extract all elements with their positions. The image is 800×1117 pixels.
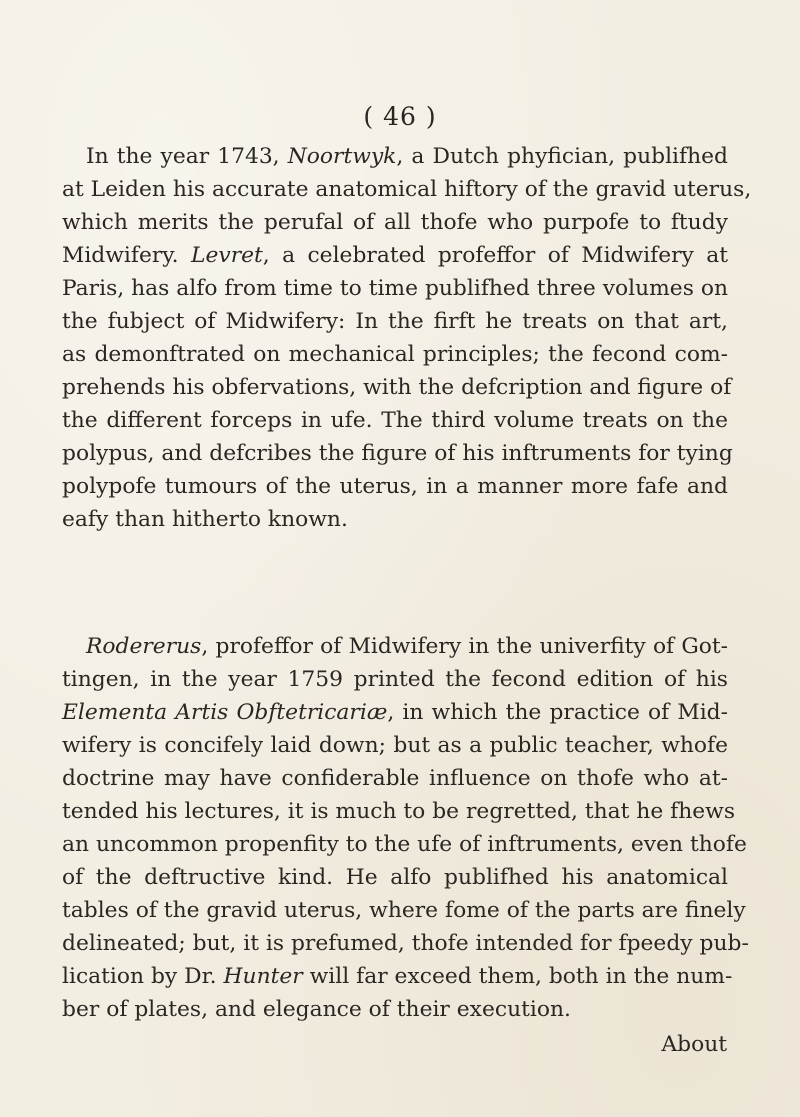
text-line: doctrine may have confiderable influence on thofe who at- xyxy=(62,766,728,791)
text-line: In the year 1743, Noortwyk, a Dutch phyfician, publifhed xyxy=(86,144,728,169)
catchword: About xyxy=(661,1032,727,1057)
text-line-last: ber of plates, and elegance of their execution. xyxy=(62,997,571,1022)
text-line: at Leiden his accurate anatomical hiftory of the gravid uterus, xyxy=(62,177,752,202)
text-line: Paris, has alfo from time to time publifhed three volumes on xyxy=(62,276,728,301)
text-line-last: eafy than hitherto known. xyxy=(62,507,348,532)
text-line: Rodererus, profeffor of Midwifery in the univerfity of Got- xyxy=(86,634,728,659)
page-number: ( 46 ) xyxy=(363,102,437,131)
text-line: wifery is concifely laid down; but as a public teacher, whofe xyxy=(62,733,728,758)
text-line: polypus, and defcribes the figure of his inftruments for tying xyxy=(62,441,733,466)
text-line: of the deftructive kind. He alfo publifhed his anatomical xyxy=(62,865,728,890)
text-line: tended his lectures, it is much to be regretted, that he fhews xyxy=(62,799,736,824)
text-line: Midwifery. Levret, a celebrated profeffor of Midwifery at xyxy=(62,243,728,268)
text-line: an uncommon propenfity to the ufe of inftruments, even thofe xyxy=(62,832,747,857)
text-line: prehends his obfervations, with the defcription and figure of xyxy=(62,375,732,400)
text-line: Elementa Artis Obftetricariæ, in which the practice of Mid- xyxy=(62,700,728,725)
text-line: which merits the perufal of all thofe who purpofe to ftudy xyxy=(62,210,728,235)
text-line: the fubject of Midwifery: In the firft he treats on that art, xyxy=(62,309,728,334)
text-line: tables of the gravid uterus, where fome of the parts are finely xyxy=(62,898,746,923)
text-line: the different forceps in ufe. The third volume treats on the xyxy=(62,408,728,433)
text-line: tingen, in the year 1759 printed the fecond edition of his xyxy=(62,667,728,692)
text-line: polypofe tumours of the uterus, in a manner more fafe and xyxy=(62,474,728,499)
text-line: as demonftrated on mechanical principles; the fecond com- xyxy=(62,342,728,367)
text-line: lication by Dr. Hunter will far exceed them, both in the num- xyxy=(62,964,733,989)
text-line: delineated; but, it is prefumed, thofe intended for fpeedy pub- xyxy=(62,931,749,956)
